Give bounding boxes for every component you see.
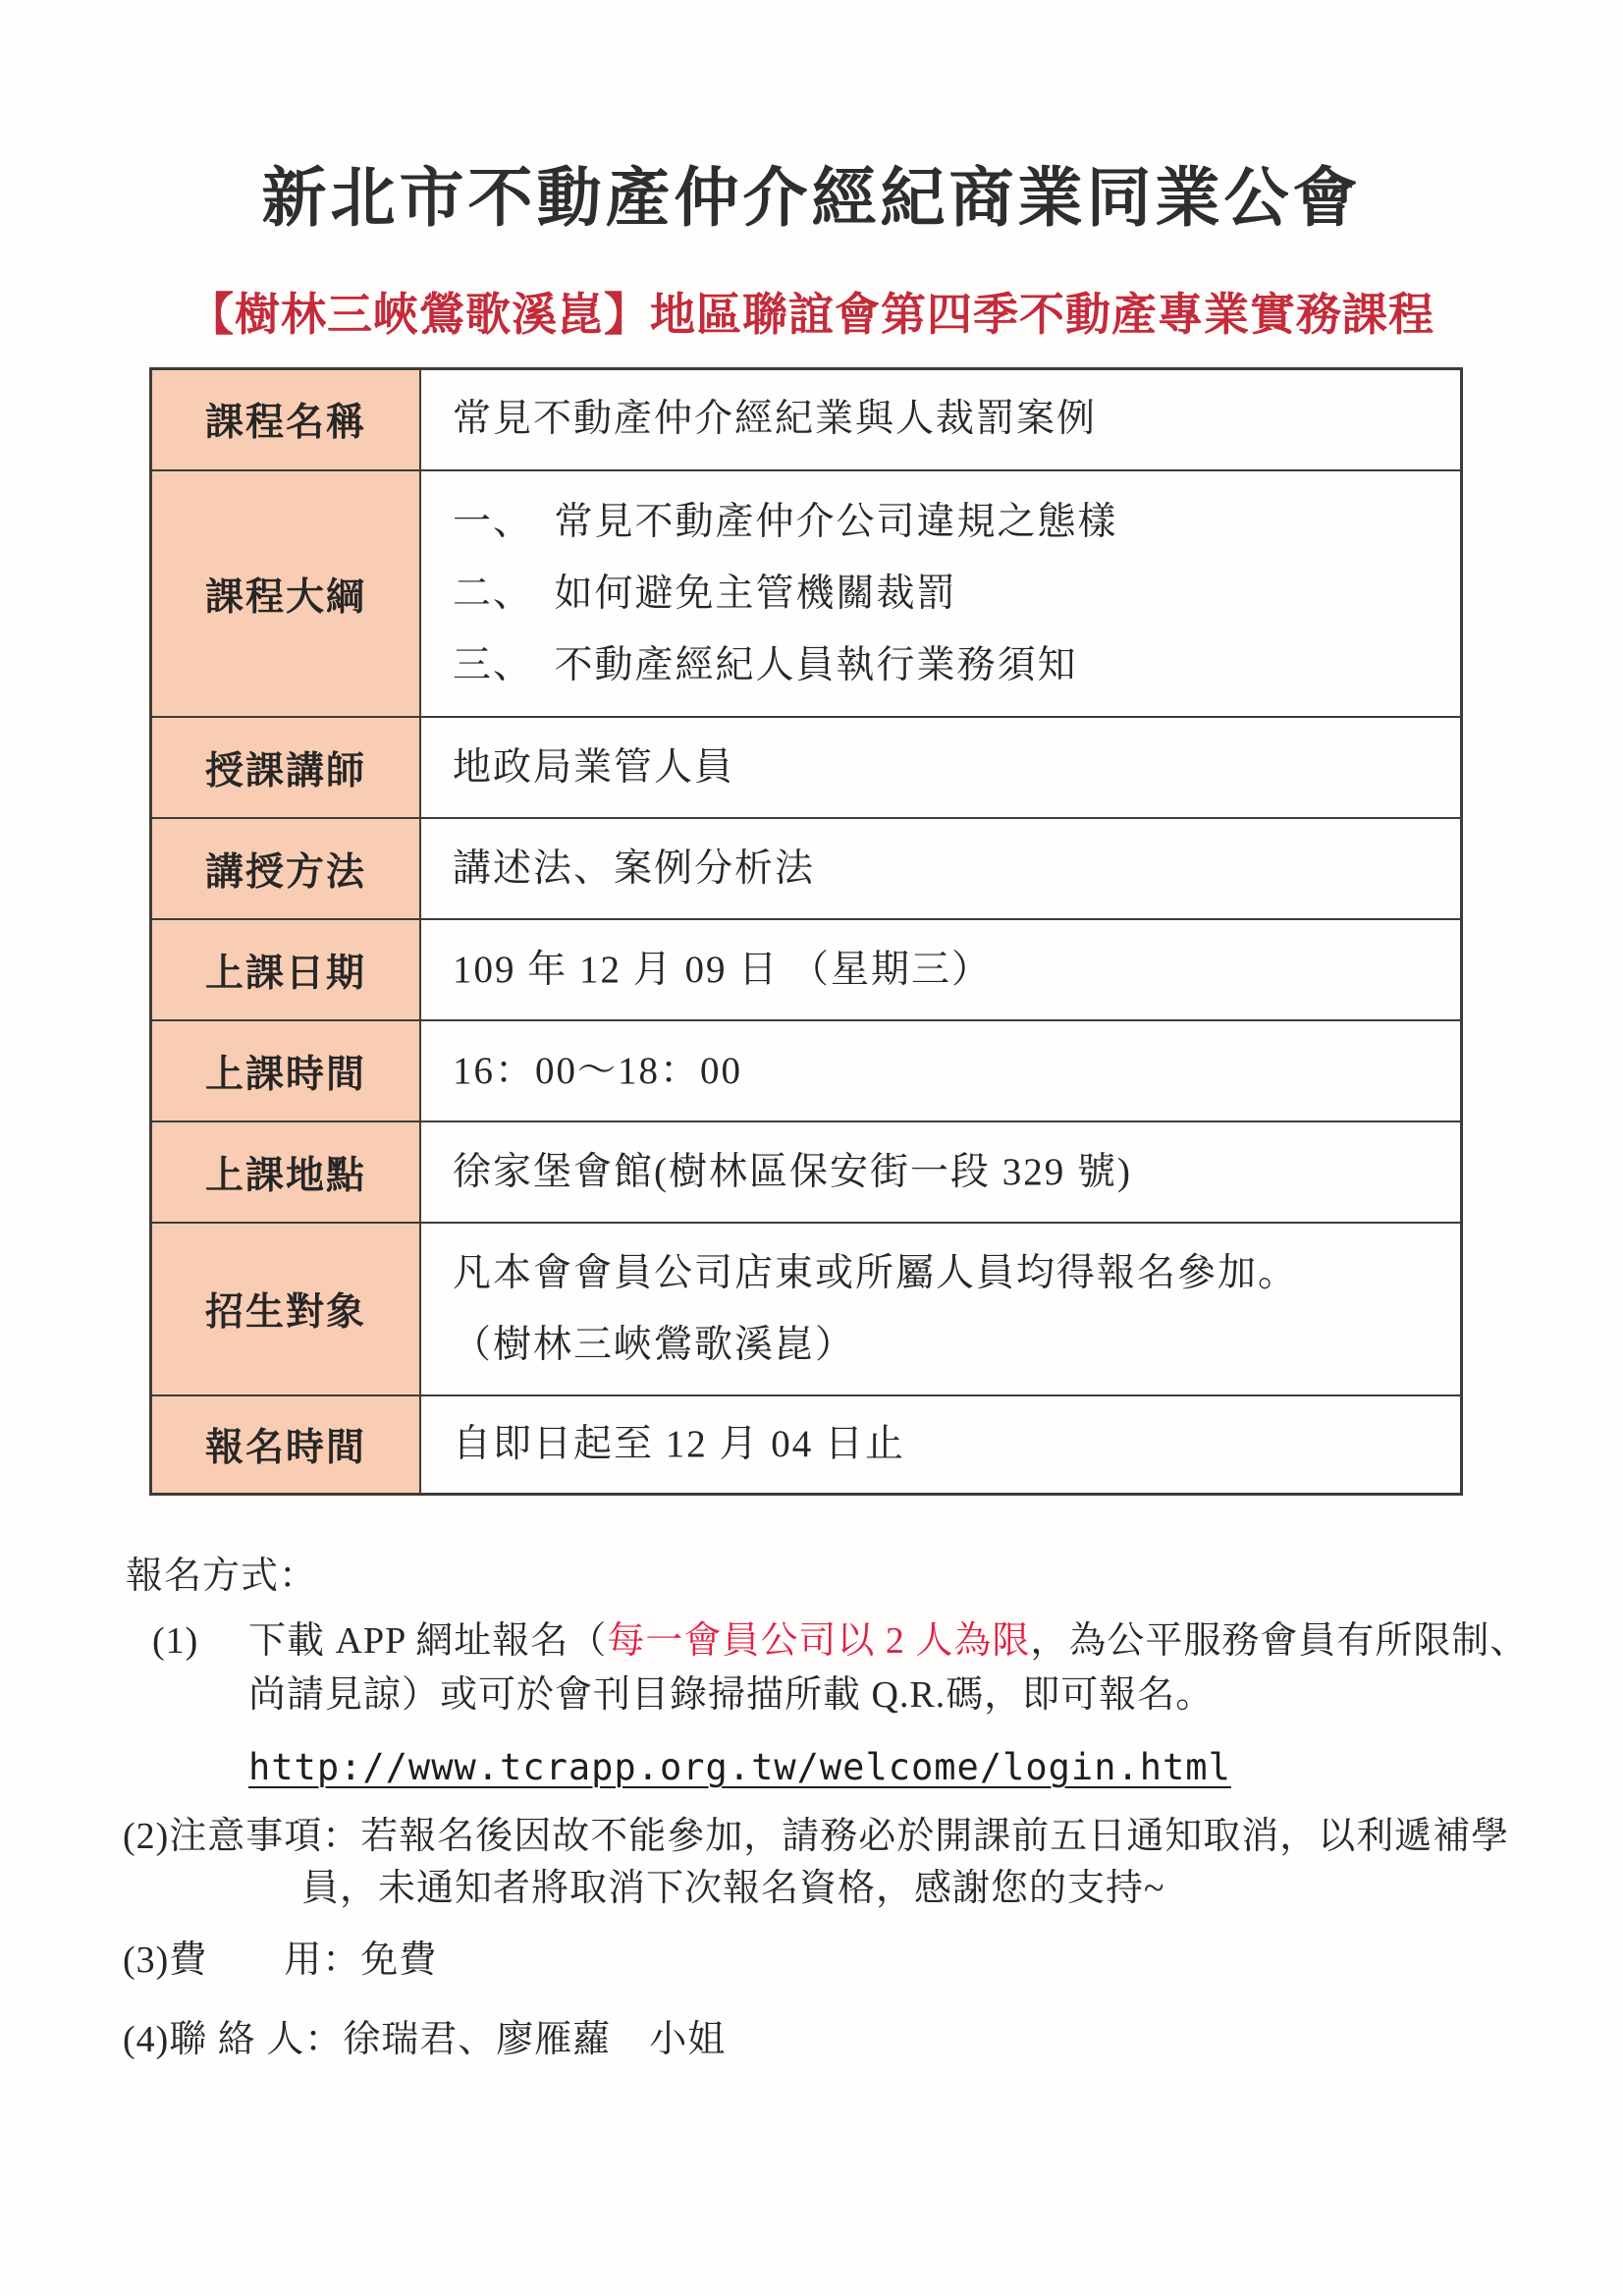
item-2-line2: 員，未通知者將取消下次報名資格，感謝您的支持~ — [301, 1867, 1165, 1909]
row-target-audience — [151, 1223, 1462, 1395]
row-instructor — [151, 717, 1462, 818]
outline-item-3: 三、 不動產經紀人員執行業務須知 — [453, 643, 1078, 686]
item-1-text-pre: 下載 APP 網址報名（ — [248, 1619, 608, 1662]
row-label-course-name: 課程名稱 — [151, 368, 421, 470]
cell-text: 講述法、案例分析法 — [453, 847, 816, 890]
page-title: 新北市不動產仲介經紀商業同業公會 — [261, 163, 1362, 235]
registration-section — [0, 1545, 1623, 2066]
row-label-class-location: 上課地點 — [151, 1121, 421, 1223]
row-value-teaching-method — [420, 818, 1462, 919]
row-value-class-location — [420, 1121, 1462, 1223]
outline-item-2: 二、 如何避免主管機關裁罰 — [453, 572, 957, 615]
row-value-course-name — [420, 368, 1462, 470]
cell-text: 常見不動產仲介經紀業與人裁罰案例 — [453, 398, 1098, 441]
outline-item-1: 一、 常見不動產仲介公司違規之態樣 — [453, 500, 1118, 543]
cell-text: 16：00～18：00 — [453, 1049, 743, 1092]
item-1-number: (1) — [152, 1619, 199, 1662]
item-1-text-post: ，為公平服務會員有所限制、 — [1030, 1619, 1529, 1662]
row-registration-period — [151, 1395, 1462, 1494]
item-2-line1: (2)注意事項：若報名後因故不能參加，請務必於開課前五日通知取消，以利遞補學 — [123, 1815, 1510, 1857]
row-label-registration-period: 報名時間 — [151, 1395, 421, 1494]
audience-line-1: 凡本會會員公司店東或所屬人員均得報名參加。 — [453, 1251, 1299, 1294]
row-value-instructor — [420, 717, 1462, 818]
item-1-red-highlight: 每一會員公司以 2 人為限 — [607, 1619, 1031, 1662]
row-class-location — [151, 1121, 1462, 1223]
registration-item-3-fee: (3)費 用：免費 — [123, 1939, 438, 1981]
row-course-outline — [151, 470, 1462, 717]
registration-item-1 — [152, 1614, 1623, 1722]
cell-text: 徐家堡會館(樹林區保安街一段 329 號) — [453, 1150, 1132, 1193]
row-class-date — [151, 919, 1462, 1020]
row-label-course-outline: 課程大綱 — [151, 470, 421, 717]
registration-url-link[interactable]: http://www.tcrapp.org.tw/welcome/login.html — [248, 1745, 1231, 1788]
cell-text: 地政局業管人員 — [453, 745, 735, 789]
item-1-text — [248, 1614, 1528, 1722]
cell-text: 自即日起至 12 月 04 日止 — [453, 1422, 906, 1465]
row-value-registration-period — [420, 1395, 1462, 1494]
audience-line-2: （樹林三峽鶯歌溪崑） — [453, 1323, 856, 1366]
row-value-class-date — [420, 919, 1462, 1020]
registration-item-4-contacts: (4)聯 絡 人：徐瑞君、廖雁蘿 小姐 — [123, 2018, 727, 2060]
cell-text: 109 年 12 月 09 日 （星期三） — [453, 948, 993, 991]
row-class-time — [151, 1020, 1462, 1121]
row-label-target-audience: 招生對象 — [151, 1223, 421, 1395]
registration-heading: 報名方式： — [126, 1555, 318, 1597]
row-course-name — [151, 368, 1462, 470]
row-value-target-audience — [420, 1223, 1462, 1395]
row-label-instructor: 授課講師 — [151, 717, 421, 818]
row-label-class-time: 上課時間 — [151, 1020, 421, 1121]
course-info-table-body — [151, 368, 1462, 1494]
row-label-teaching-method: 講授方法 — [151, 818, 421, 919]
row-value-class-time — [420, 1020, 1462, 1121]
row-label-class-date: 上課日期 — [151, 919, 421, 1020]
row-teaching-method — [151, 818, 1462, 919]
course-info-table — [149, 367, 1463, 1496]
row-value-course-outline — [420, 470, 1462, 717]
registration-url-row — [248, 1746, 1623, 1789]
page-subtitle: 【樹林三峽鶯歌溪崑】地區聯誼會第四季不動產專業實務課程 — [189, 290, 1434, 341]
item-1-text-line2: 尚請見諒）或可於會刊目錄掃描所載 Q.R.碼，即可報名。 — [248, 1673, 1215, 1716]
registration-item-2 — [123, 1811, 1623, 1915]
